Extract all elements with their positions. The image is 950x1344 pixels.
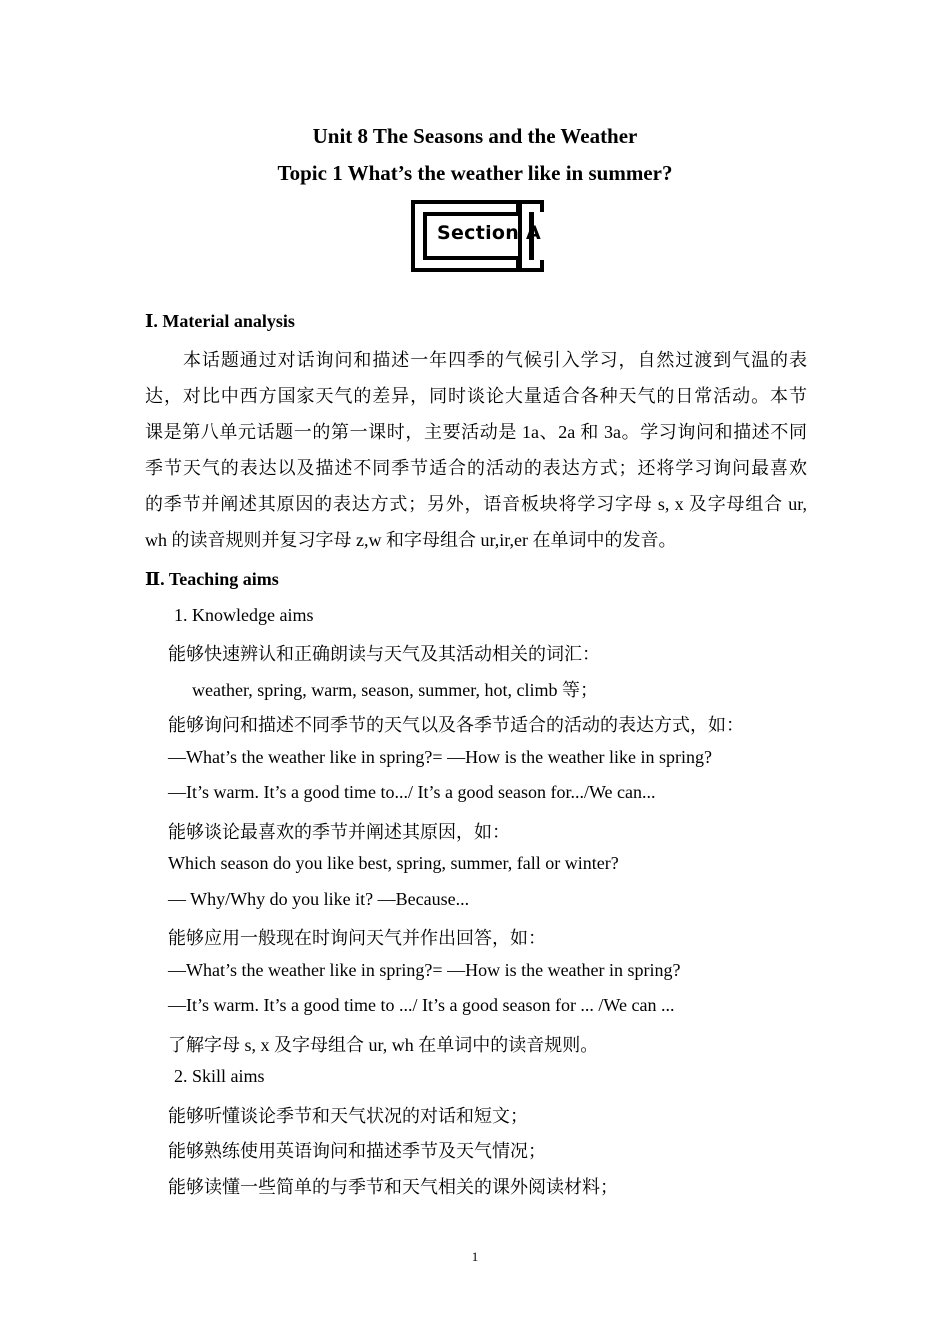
section-badge	[411, 200, 544, 272]
knowledge-line: —It’s warm. It’s a good time to.../ It’s a good season for.../We can...	[168, 782, 656, 802]
unit-title: Unit 8 The Seasons and the Weather	[312, 124, 638, 148]
skill-line: 能够读懂一些简单的与季节和天气相关的课外阅读材料；	[168, 1177, 618, 1197]
knowledge-line: —What’s the weather like in spring?= —How is the weather in spring?	[168, 960, 681, 980]
material-line: 本话题通过对话询问和描述一年四季的气候引入学习，自然过渡到气温的表	[183, 350, 807, 370]
knowledge-line: 能够询问和描述不同季节的天气以及各季节适合的活动的表达方式，如：	[168, 715, 744, 735]
skill-aims-heading: 2. Skill aims	[174, 1066, 265, 1086]
material-line: 课是第八单元话题一的第一课时，主要活动是 1a、2a 和 3a。学习询问和描述不同	[145, 422, 807, 442]
section-badge-cap-bottom	[516, 260, 544, 272]
knowledge-line: Which season do you like best, spring, summer, fall or winter?	[168, 853, 619, 873]
section-badge-cap-top	[516, 200, 544, 212]
knowledge-line: weather, spring, warm, season, summer, hot, climb 等；	[192, 680, 598, 700]
material-line: 达，对比中西方国家天气的差异，同时谈论大量适合各种天气的日常活动。本节	[145, 386, 807, 406]
skill-line: 能够熟练使用英语询问和描述季节及天气情况；	[168, 1141, 546, 1161]
knowledge-line: 能够应用一般现在时询问天气并作出回答，如：	[168, 928, 546, 948]
topic-title: Topic 1 What’s the weather like in summer?	[277, 161, 673, 185]
material-analysis-heading: Ⅰ. Material analysis	[145, 311, 295, 331]
knowledge-aims-heading: 1. Knowledge aims	[174, 605, 314, 625]
knowledge-line: 了解字母 s, x 及字母组合 ur, wh 在单词中的读音规则。	[168, 1035, 599, 1055]
material-line: 的季节并阐述其原因的表达方式；另外，语音板块将学习字母 s, x 及字母组合 ur,	[145, 494, 807, 514]
section-label: Section A	[437, 222, 542, 244]
skill-line: 能够听懂谈论季节和天气状况的对话和短文；	[168, 1106, 528, 1126]
knowledge-line: —It’s warm. It’s a good time to .../ It’s a good season for ... /We can ...	[168, 995, 675, 1015]
knowledge-line: 能够快速辨认和正确朗读与天气及其活动相关的词汇：	[168, 644, 600, 664]
material-line: 季节天气的表达以及描述不同季节适合的活动的表达方式；还将学习询问最喜欢	[145, 458, 807, 478]
knowledge-line: — Why/Why do you like it? —Because...	[168, 889, 470, 909]
knowledge-line: 能够谈论最喜欢的季节并阐述其原因，如：	[168, 822, 510, 842]
material-line: wh 的读音规则并复习字母 z,w 和字母组合 ur,ir,er 在单词中的发音。	[145, 530, 677, 550]
page-number: 1	[471, 1249, 479, 1264]
teaching-aims-heading: Ⅱ. Teaching aims	[145, 569, 279, 589]
knowledge-line: —What’s the weather like in spring?= —How is the weather like in spring?	[168, 747, 713, 767]
